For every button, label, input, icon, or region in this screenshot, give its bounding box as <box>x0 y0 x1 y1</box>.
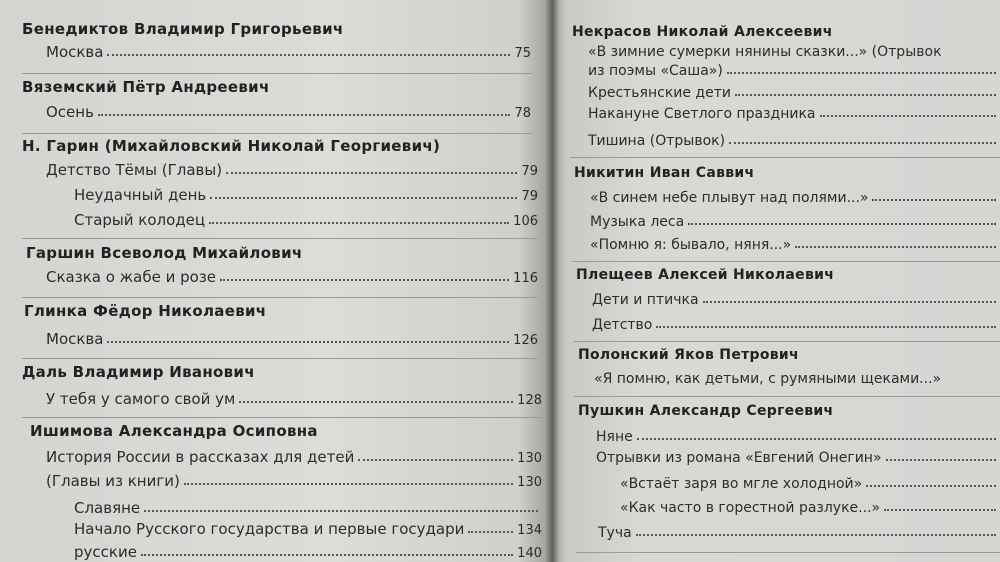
leader-dots <box>107 341 509 343</box>
entry-title: Накануне Светлого праздника <box>588 106 816 122</box>
entry-page: 116 <box>513 271 538 286</box>
divider <box>572 261 1000 262</box>
entry-title: из поэмы «Саша») <box>588 63 723 79</box>
divider <box>22 133 532 134</box>
toc-entry[interactable] <box>74 520 542 538</box>
divider <box>574 396 1000 397</box>
leader-dots <box>886 459 996 461</box>
toc-entry[interactable] <box>594 371 1000 387</box>
entry-title: Москва <box>46 330 104 348</box>
entry-page: 134 <box>517 523 542 538</box>
author-heading: Глинка Фёдор Николаевич <box>24 302 267 320</box>
leader-dots <box>209 222 509 224</box>
entry-title: Отрывки из романа «Евгений Онегин» <box>596 450 882 466</box>
leader-dots <box>358 459 513 461</box>
entry-page: 78 <box>514 106 531 121</box>
toc-entry[interactable] <box>590 190 1000 206</box>
leader-dots <box>184 483 513 485</box>
author-heading: Ишимова Александра Осиповна <box>30 422 318 440</box>
toc-entry[interactable] <box>590 214 1000 230</box>
author-heading: Некрасов Николай Алексеевич <box>572 24 833 40</box>
toc-entry[interactable] <box>46 268 538 286</box>
entry-page: 130 <box>517 451 542 466</box>
leader-dots <box>656 326 996 328</box>
entry-title: Начало Русского государства и первые государи <box>74 520 465 538</box>
entry-title: Москва <box>46 43 104 61</box>
divider <box>576 552 1000 553</box>
toc-entry[interactable] <box>46 472 542 490</box>
entry-title: «Я помню, как детьми, с румяными щеками...» <box>594 371 942 387</box>
toc-entry[interactable] <box>592 317 1000 333</box>
leader-dots <box>98 114 511 116</box>
author-heading: Вяземский Пётр Андреевич <box>22 78 270 96</box>
toc-entry[interactable] <box>588 133 1000 149</box>
entry-page: 126 <box>513 333 538 348</box>
toc-entry[interactable] <box>46 161 538 179</box>
toc-entry[interactable] <box>598 525 1000 541</box>
entry-title: «Встаёт заря во мгле холодной» <box>620 476 863 492</box>
leader-dots <box>107 54 510 56</box>
toc-entry[interactable] <box>588 106 1000 122</box>
toc-entry[interactable] <box>592 292 1000 308</box>
toc-entry[interactable] <box>620 500 1000 516</box>
toc-entry[interactable] <box>46 103 531 121</box>
leader-dots <box>703 301 996 303</box>
leader-dots <box>795 246 996 248</box>
entry-page: 79 <box>521 164 538 179</box>
author-heading: Полонский Яков Петрович <box>578 347 799 363</box>
entry-title: «В зимние сумерки нянины сказки...» (Отрывок <box>588 44 942 60</box>
leader-dots <box>144 510 538 512</box>
entry-title: У тебя у самого свой ум <box>46 390 236 408</box>
leader-dots <box>468 531 513 533</box>
leader-dots <box>866 485 996 487</box>
toc-entry[interactable] <box>596 450 1000 466</box>
entry-title: русские <box>74 543 137 561</box>
entry-title: Славяне <box>74 499 141 517</box>
entry-title: «Как часто в горестной разлуке...» <box>620 500 881 516</box>
leader-dots <box>820 115 996 117</box>
entry-title: «Помню я: бывало, няня...» <box>590 237 792 253</box>
entry-title: (Главы из книги) <box>46 472 180 490</box>
entry-title: Детство <box>592 317 653 333</box>
author-heading: Пушкин Александр Сергеевич <box>578 403 834 419</box>
leader-dots <box>141 554 513 556</box>
leader-dots <box>636 534 996 536</box>
entry-page: 106 <box>513 214 538 229</box>
leader-dots <box>688 223 996 225</box>
entry-title: Тишина (Отрывок) <box>588 133 726 149</box>
entry-title: Няне <box>596 429 633 445</box>
entry-title: Туча <box>598 525 632 541</box>
leader-dots <box>729 142 996 144</box>
toc-entry[interactable] <box>588 63 1000 79</box>
author-heading: Плещеев Алексей Николаевич <box>576 267 835 283</box>
entry-page: 75 <box>514 46 531 61</box>
right-page <box>552 0 1000 562</box>
entry-title: Сказка о жабе и розе <box>46 268 217 286</box>
entry-page: 140 <box>517 546 542 561</box>
toc-entry[interactable] <box>588 85 1000 101</box>
author-heading: Гаршин Всеволод Михайлович <box>26 244 303 262</box>
toc-entry[interactable] <box>74 211 538 229</box>
entry-title: «В синем небе плывут над полями...» <box>590 190 869 206</box>
author-heading: Бенедиктов Владимир Григорьевич <box>22 20 344 38</box>
divider <box>22 238 538 239</box>
entry-title: Музыка леса <box>590 214 685 230</box>
book-gutter-shadow <box>545 0 559 562</box>
author-heading: Никитин Иван Саввич <box>574 165 755 181</box>
divider <box>22 73 532 74</box>
entry-title: Неудачный день <box>74 186 207 204</box>
entry-title: Осень <box>46 103 94 121</box>
toc-entry[interactable] <box>46 448 542 466</box>
leader-dots <box>239 401 513 403</box>
leader-dots <box>884 509 996 511</box>
divider <box>570 157 1000 158</box>
toc-entry[interactable] <box>588 44 1000 60</box>
entry-page: 79 <box>521 189 538 204</box>
entry-title: Дети и птичка <box>592 292 699 308</box>
divider <box>574 341 1000 342</box>
entry-title: Старый колодец <box>74 211 206 229</box>
author-heading: Н. Гарин (Михайловский Николай Георгиевич) <box>22 137 441 155</box>
leader-dots <box>727 72 996 74</box>
toc-entry[interactable] <box>74 499 542 517</box>
toc-entry[interactable] <box>46 390 542 408</box>
leader-dots <box>220 279 509 281</box>
entry-title: История России в рассказах для детей <box>46 448 355 466</box>
entry-page: 130 <box>517 475 542 490</box>
toc-entry[interactable] <box>46 43 531 61</box>
leader-dots <box>210 197 517 199</box>
toc-entry[interactable] <box>596 429 1000 445</box>
author-heading: Даль Владимир Иванович <box>22 363 255 381</box>
toc-entry[interactable] <box>74 543 542 561</box>
leader-dots <box>735 94 996 96</box>
divider <box>22 358 538 359</box>
entry-title: Детство Тёмы (Главы) <box>46 161 223 179</box>
leader-dots <box>226 172 517 174</box>
toc-entry[interactable] <box>620 476 1000 492</box>
toc-entry[interactable] <box>46 330 538 348</box>
leader-dots <box>872 199 996 201</box>
leader-dots <box>637 438 996 440</box>
divider <box>22 297 538 298</box>
entry-page: 128 <box>517 393 542 408</box>
toc-entry[interactable] <box>590 237 1000 253</box>
divider <box>22 417 542 418</box>
entry-title: Крестьянские дети <box>588 85 731 101</box>
toc-entry[interactable] <box>74 186 538 204</box>
